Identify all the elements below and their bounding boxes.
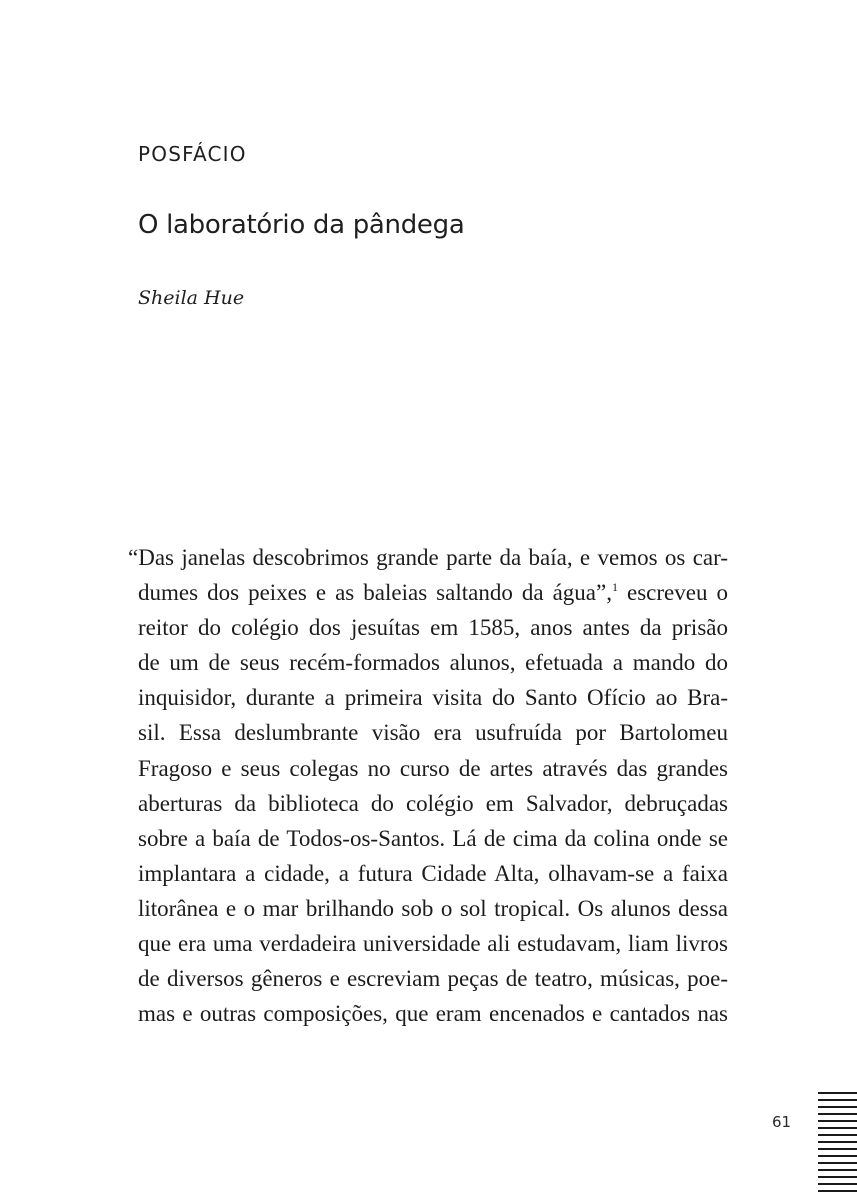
footnote-marker[interactable]: 1 <box>611 580 618 595</box>
body-line: “Das janelas descobrimos grande parte da baía, e vemos os car- <box>128 545 728 570</box>
body-line: Fragoso e seus colegas no curso de artes através das grandes <box>138 755 728 781</box>
body-line: que era uma verdadeira universidade ali estudavam, liam livros <box>138 931 728 957</box>
chapter-title: O laboratório da pândega <box>138 210 465 240</box>
body-line: sil. Essa deslumbrante visão era usufruída por Bartolomeu <box>138 720 728 746</box>
body-line: de um de seus recém-formados alunos, efetuada a mando do <box>138 650 728 676</box>
body-line-tail: escreveu o <box>617 580 728 606</box>
body-line: mas e outras composições, que eram encenados e cantados nas <box>138 1001 728 1027</box>
page-number: 61 <box>772 1113 792 1131</box>
body-text <box>128 540 728 1031</box>
body-line: reitor do colégio dos jesuítas em 1585, anos antes da prisão <box>138 615 728 641</box>
body-line <box>138 575 728 610</box>
body-line: litorânea e o mar brilhando sob o sol tropical. Os alunos dessa <box>138 895 728 921</box>
body-line: de diversos gêneros e escreviam peças de teatro, músicas, poe- <box>138 966 728 992</box>
section-label: POSFÁCIO <box>138 142 247 166</box>
thumb-index-marker <box>818 1092 857 1196</box>
body-line: implantara a cidade, a futura Cidade Alta, olhavam-se a faixa <box>138 860 728 886</box>
body-line: inquisidor, durante a primeira visita do Santo Ofício ao Bra- <box>138 685 728 711</box>
author-name: Sheila Hue <box>138 287 245 309</box>
body-line: aberturas da biblioteca do colégio em Salvador, debruçadas <box>138 790 728 816</box>
body-line: sobre a baía de Todos-os-Santos. Lá de cima da colina onde se <box>138 825 728 851</box>
body-line-text: dumes dos peixes e as baleias saltando da água”, <box>138 580 612 606</box>
